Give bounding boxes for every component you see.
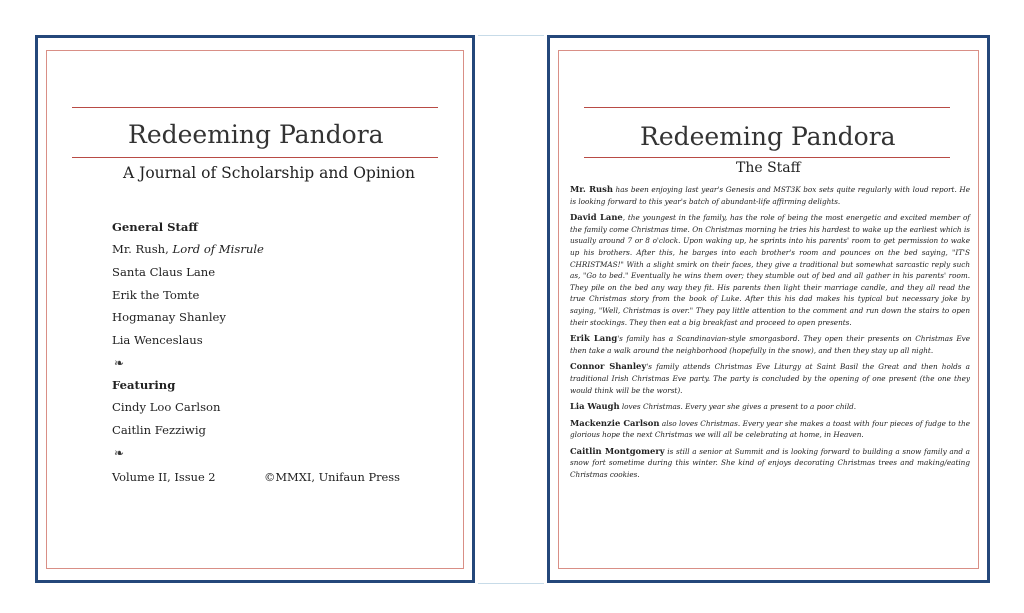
- staff-heading: The Staff: [736, 160, 801, 176]
- staff-entry-text: loves Christmas. Every year she gives a present to a poor child.: [619, 402, 857, 412]
- cover-title-rule-bottom: [72, 157, 438, 158]
- general-staff-name: Mr. Rush,: [112, 242, 169, 256]
- staff-entry-name: Connor Shanley: [570, 361, 647, 372]
- staff-entry-name: Caitlin Montgomery: [570, 445, 665, 456]
- staff-entry: [570, 184, 970, 207]
- staff-entry: [570, 333, 970, 356]
- fleuron-icon: ❧: [114, 446, 125, 460]
- page-gap-line-bottom: [478, 583, 544, 584]
- staff-entry-text: also loves Christmas. Every year she makes a toast with four pieces of fudge to the glorious hope the next Christmas we will all be celebrating at home, in Heaven.: [570, 418, 970, 440]
- general-staff-heading: General Staff: [112, 220, 198, 234]
- page-gap-line-top: [478, 35, 544, 36]
- general-staff-item: [112, 242, 264, 256]
- staff-entry-name: Mackenzie Carlson: [570, 417, 660, 428]
- staff-journal-title: Redeeming Pandora: [640, 122, 896, 151]
- staff-entry-name: Erik Lang: [570, 333, 618, 344]
- staff-entry-text: 's family attends Christmas Eve Liturgy at Saint Basil the Great and then holds a traditional Irish Christmas Eve party. The party is concluded by the opening of one present (the one they would think will be the worst).: [570, 362, 971, 395]
- featuring-item: Caitlin Fezziwig: [112, 423, 206, 437]
- cover-title-rule-top: [72, 107, 438, 108]
- general-staff-item: Lia Wenceslaus: [112, 333, 203, 347]
- staff-entry-name: Mr. Rush: [570, 184, 613, 194]
- staff-entry: [570, 361, 970, 396]
- general-staff-item: Santa Claus Lane: [112, 265, 216, 279]
- general-staff-item: Erik the Tomte: [112, 288, 200, 302]
- cover-journal-title: Redeeming Pandora: [128, 120, 384, 149]
- featuring-item: Cindy Loo Carlson: [112, 400, 221, 414]
- staff-entry-name: Lia Waugh: [570, 401, 620, 412]
- staff-entry-text: , the youngest in the family, has the role of being the most energetic and excited member of the family come Christmas time. On Christmas morning he tries his hardest to wake up the earliest which is usually around 7 or 8 o'clock. Upon waking up, he sprints into his parents' room to get permission to wake up his brothers. After this, he barges into each brother's room and pounces on the bed saying, "IT'S CHRISTMAS!" With a slight smirk on their faces, they give a traditional but somewhat sarcastic reply such as, "Go to bed." Eventually he wins them over; they stumble out of bed and all gather in his parents' room. They pile on the bed any way they fit. His parents then light their marriage candle, and they all read the true Christmas story from the book of Luke. After this his dad makes his typical but necessary joke by saying, "Well, Christmas is over." They pay little attention to the comment and run down the stairs to open their stockings. They then eat a big breakfast and proceed to open presents.: [570, 213, 970, 327]
- staff-entry-name: David Lane: [570, 212, 623, 223]
- copyright: ©MMXI, Unifaun Press: [264, 470, 400, 484]
- cover-subtitle: A Journal of Scholarship and Opinion: [123, 164, 416, 182]
- general-staff-item: Hogmanay Shanley: [112, 310, 226, 324]
- staff-entry-text: 's family has a Scandinavian-style smorgasbord. They open their presents on Christmas Eve then take a walk around the neighborhood (hopefully in the snow), and then they stay up all night.: [570, 334, 970, 355]
- staff-entry-text: is still a senior at Summit and is looking forward to building a snow family and a snow fort sometime during this winter. She kind of enjoys decorating Christmas trees and making/eating Christmas cookies.: [570, 446, 970, 480]
- staff-title-rule-bottom: [584, 157, 950, 158]
- cover-page: [35, 35, 475, 583]
- staff-entry: [570, 401, 970, 413]
- staff-title-rule-top: [584, 107, 950, 108]
- staff-entries: [570, 184, 970, 486]
- volume-issue: Volume II, Issue 2: [112, 470, 216, 484]
- staff-entry-text: has been enjoying last year's Genesis and MST3K box sets quite regularly with loud report. He is looking forward to this year's batch of abundant-life affirming delights.: [570, 185, 970, 206]
- fleuron-icon: ❧: [114, 356, 125, 370]
- general-staff-role: Lord of Misrule: [172, 242, 264, 256]
- staff-entry: [570, 446, 970, 481]
- staff-entry: [570, 212, 970, 328]
- featuring-heading: Featuring: [112, 378, 176, 392]
- staff-entry: [570, 418, 970, 441]
